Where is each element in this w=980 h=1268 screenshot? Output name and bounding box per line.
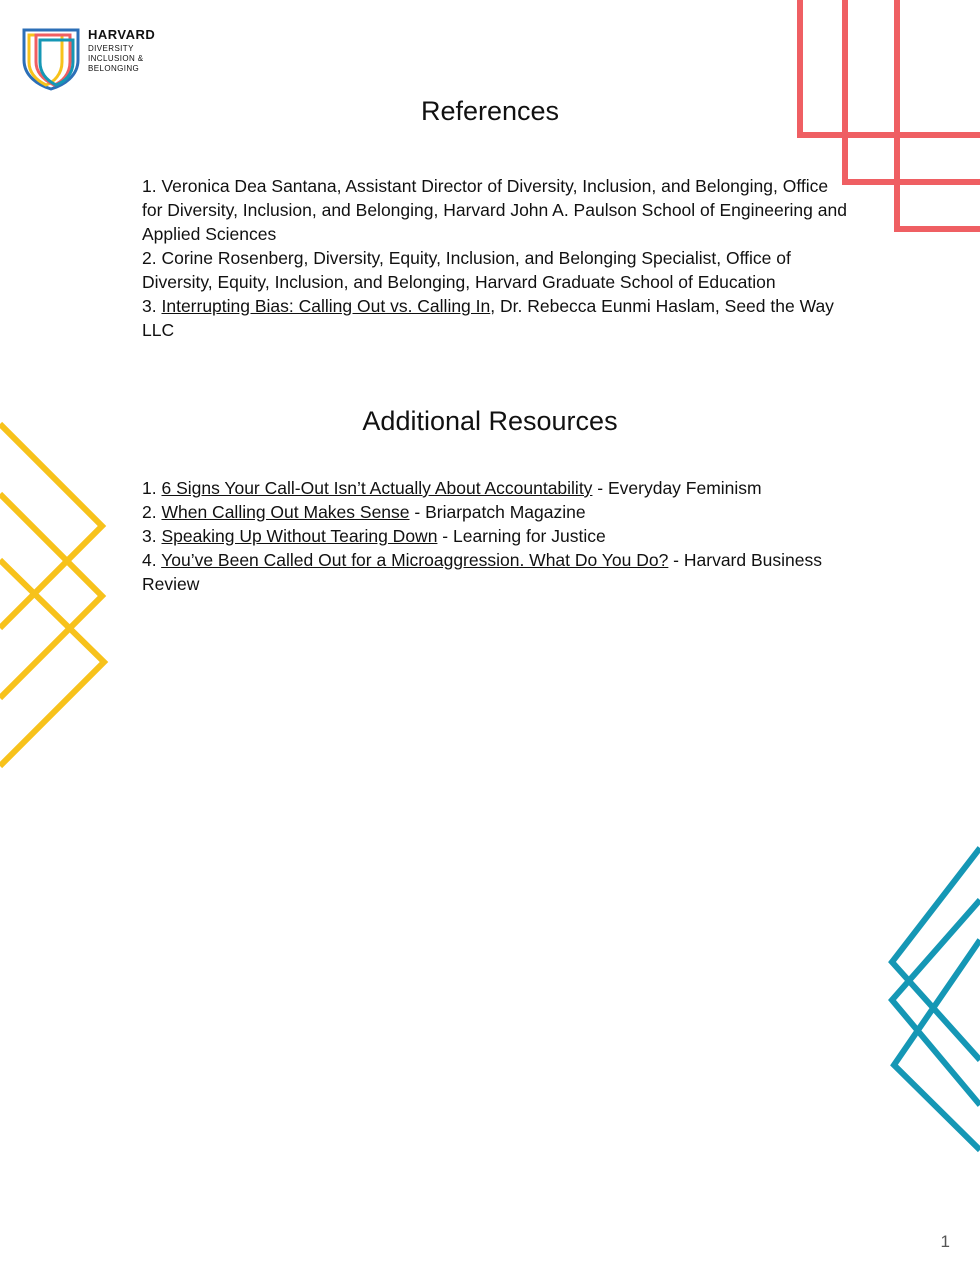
resource-source: - Briarpatch Magazine (409, 502, 586, 522)
resource-item-4 (142, 548, 852, 596)
speaking-up-link[interactable]: Speaking Up Without Tearing Down (161, 526, 438, 546)
microaggression-link[interactable]: You’ve Been Called Out for a Microaggression. What Do You Do? (161, 550, 669, 570)
reference-text: Veronica Dea Santana, Assistant Director of Diversity, Inclusion, and Belonging, Office for Diversity, Inclusion, and Belonging, Harvard John A. Paulson School of Engineering and Applied Sciences (142, 176, 847, 244)
reference-number: 3. (142, 296, 157, 316)
yellow-diamond-decoration (0, 410, 120, 780)
reference-item-1 (142, 174, 852, 246)
resource-number: 2. (142, 502, 157, 522)
reference-text: , Dr. Rebecca Eunmi Haslam, Seed the Way LLC (142, 296, 834, 340)
references-list (142, 174, 852, 342)
reference-number: 2. (142, 248, 157, 268)
logo-title: HARVARD (88, 27, 156, 42)
reference-item-3 (142, 294, 852, 342)
interrupting-bias-link[interactable]: Interrupting Bias: Calling Out vs. Calling In (161, 296, 491, 316)
resource-source: - Harvard Business Review (142, 550, 822, 594)
resource-number: 4. (142, 550, 157, 570)
references-heading: References (420, 96, 560, 126)
shield-logo-icon (20, 26, 82, 92)
resource-number: 3. (142, 526, 157, 546)
harvard-dib-logo (20, 26, 155, 92)
resource-item-2 (142, 500, 852, 524)
logo-subtitle-line3: BELONGING (88, 64, 140, 73)
resource-number: 1. (142, 478, 157, 498)
logo-subtitle-line1: DIVERSITY (88, 44, 134, 53)
page-number: 1 (940, 1232, 950, 1251)
reference-text: Corine Rosenberg, Diversity, Equity, Inclusion, and Belonging Specialist, Office of Diversity, Equity, Inclusion, and Belonging, Harvard Graduate School of Education (142, 248, 791, 292)
resource-item-1 (142, 476, 852, 500)
six-signs-link[interactable]: 6 Signs Your Call-Out Isn’t Actually About Accountability (161, 478, 593, 498)
resource-item-3 (142, 524, 852, 548)
resource-source: - Learning for Justice (437, 526, 606, 546)
calling-out-makes-sense-link[interactable]: When Calling Out Makes Sense (161, 502, 410, 522)
reference-item-2 (142, 246, 852, 294)
reference-number: 1. (142, 176, 157, 196)
teal-diamond-decoration (880, 840, 980, 1160)
resource-source: - Everyday Feminism (592, 478, 762, 498)
logo-subtitle-line2: INCLUSION & (88, 54, 144, 63)
resources-list (142, 476, 852, 596)
additional-resources-heading: Additional Resources (362, 406, 618, 436)
